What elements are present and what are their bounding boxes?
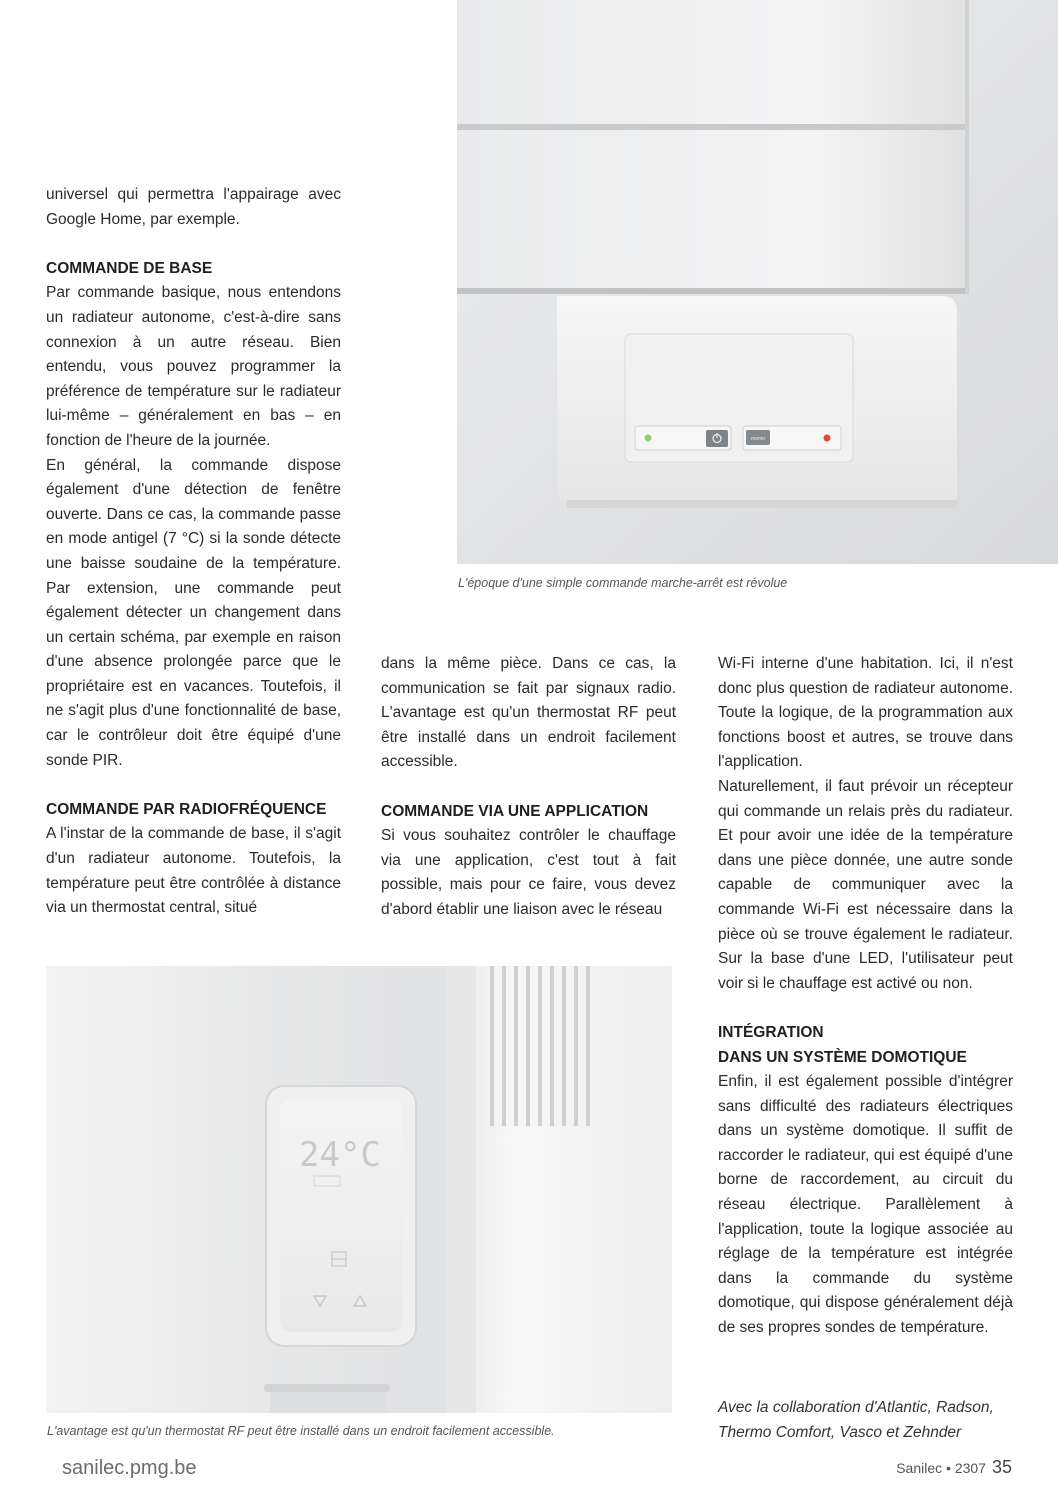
column-3 (718, 652, 1013, 1341)
page-footer (896, 1457, 1012, 1478)
radiator-control-illustration (457, 0, 1058, 564)
integration-paragraph: Enfin, il est également possible d'intégrer sans difficulté des radiateurs électriques dans un système domotique. Il suffit de raccorder le radiateur, qui est équipé d'une borne de raccordement, au circuit du réseau électrique. Parallèlement à l'application, toute la logique associée au réglage de la température est intégrée dans la commande du système domotique, qui dispose généralement déjà de ses propres sondes de température. (718, 1073, 1013, 1337)
issue-label: Sanilec • 2307 (896, 1460, 986, 1476)
radiator-control-photo (457, 0, 1058, 564)
website-link[interactable]: sanilec.pmg.be (62, 1457, 197, 1479)
page-number: 35 (991, 1457, 1012, 1477)
column-2 (381, 652, 676, 923)
base-paragraph-2: En général, la commande dispose également d'une détection de fenêtre ouverte. Dans ce cas, la commande passe en mode antigel (7 °C) si la sonde détecte une baisse soudaine de la température. Par extension, une commande peut également détecter un changement dans un certain schéma, par exemple en raison d'une absence prolongée parce que le propriétaire est en vacances. Toutefois, il ne s'agit plus d'une fonctionnalité de base, car le contrôleur doit être équipé d'une sonde PIR. (46, 456, 341, 769)
memo-button-label: memo (751, 436, 765, 442)
collaboration-credit: Avec la collaboration d'Atlantic, Radson, Thermo Comfort, Vasco et Zehnder (718, 1399, 994, 1441)
top-photo-caption: L'époque d'une simple commande marche-arrêt est révolue (458, 576, 788, 590)
thermostat-photo (46, 966, 672, 1413)
thermostat-temperature-display: 24°C (299, 1135, 381, 1175)
column-1 (46, 183, 341, 921)
app-paragraph: Si vous souhaitez contrôler le chauffage via une application, c'est tout à fait possible, mais pour ce faire, vous devez d'abord établir une liaison avec le réseau (381, 827, 676, 918)
rf-paragraph: A l'instar de la commande de base, il s'agit d'un radiateur autonome. Toutefois, la température peut être contrôlée à distance via un thermostat central, situé (46, 825, 341, 917)
base-paragraph-1: Par commande basique, nous entendons un radiateur autonome, c'est-à-dire sans connexion à un autre réseau. Bien entendu, vous pouvez programmer la préférence de température sur le radiateur lui-même – généralement en bas – en fonction de l'heure de la journée. (46, 284, 341, 449)
heading-commande-de-base: COMMANDE DE BASE (46, 259, 213, 277)
app-paragraph-continued-1: Wi-Fi interne d'une habitation. Ici, il n'est donc plus question de radiateur autonome. Toute la logique, de la programmation aux fonctions boost et autres, se trouve dans l'application. (718, 655, 1013, 771)
heading-application: COMMANDE VIA UNE APPLICATION (381, 802, 649, 820)
thermostat-illustration (46, 966, 672, 1413)
heading-radiofrequence: COMMANDE PAR RADIOFRÉQUENCE (46, 800, 327, 818)
app-paragraph-continued-2: Naturellement, il faut prévoir un récepteur qui commande un relais près du radiateur. Et pour avoir une idée de la température dans une pièce donnée, une autre sonde capable de communiquer avec la commande Wi-Fi est nécessaire dans la pièce où se trouve également le radiateur. Sur la base d'une LED, l'utilisateur peut voir si le chauffage est activé ou non. (718, 777, 1013, 992)
heading-integration-line-1: INTÉGRATION (718, 1023, 824, 1041)
rf-paragraph-continued: dans la même pièce. Dans ce cas, la communication se fait par signaux radio. L'avantage est qu'un thermostat RF peut être installé dans un endroit facilement accessible. (381, 655, 676, 771)
heading-integration-line-2: DANS UN SYSTÈME DOMOTIQUE (718, 1048, 967, 1066)
intro-paragraph: universel qui permettra l'appairage avec Google Home, par exemple. (46, 186, 341, 228)
bottom-photo-caption: L'avantage est qu'un thermostat RF peut être installé dans un endroit facilement accessible. (47, 1424, 555, 1438)
